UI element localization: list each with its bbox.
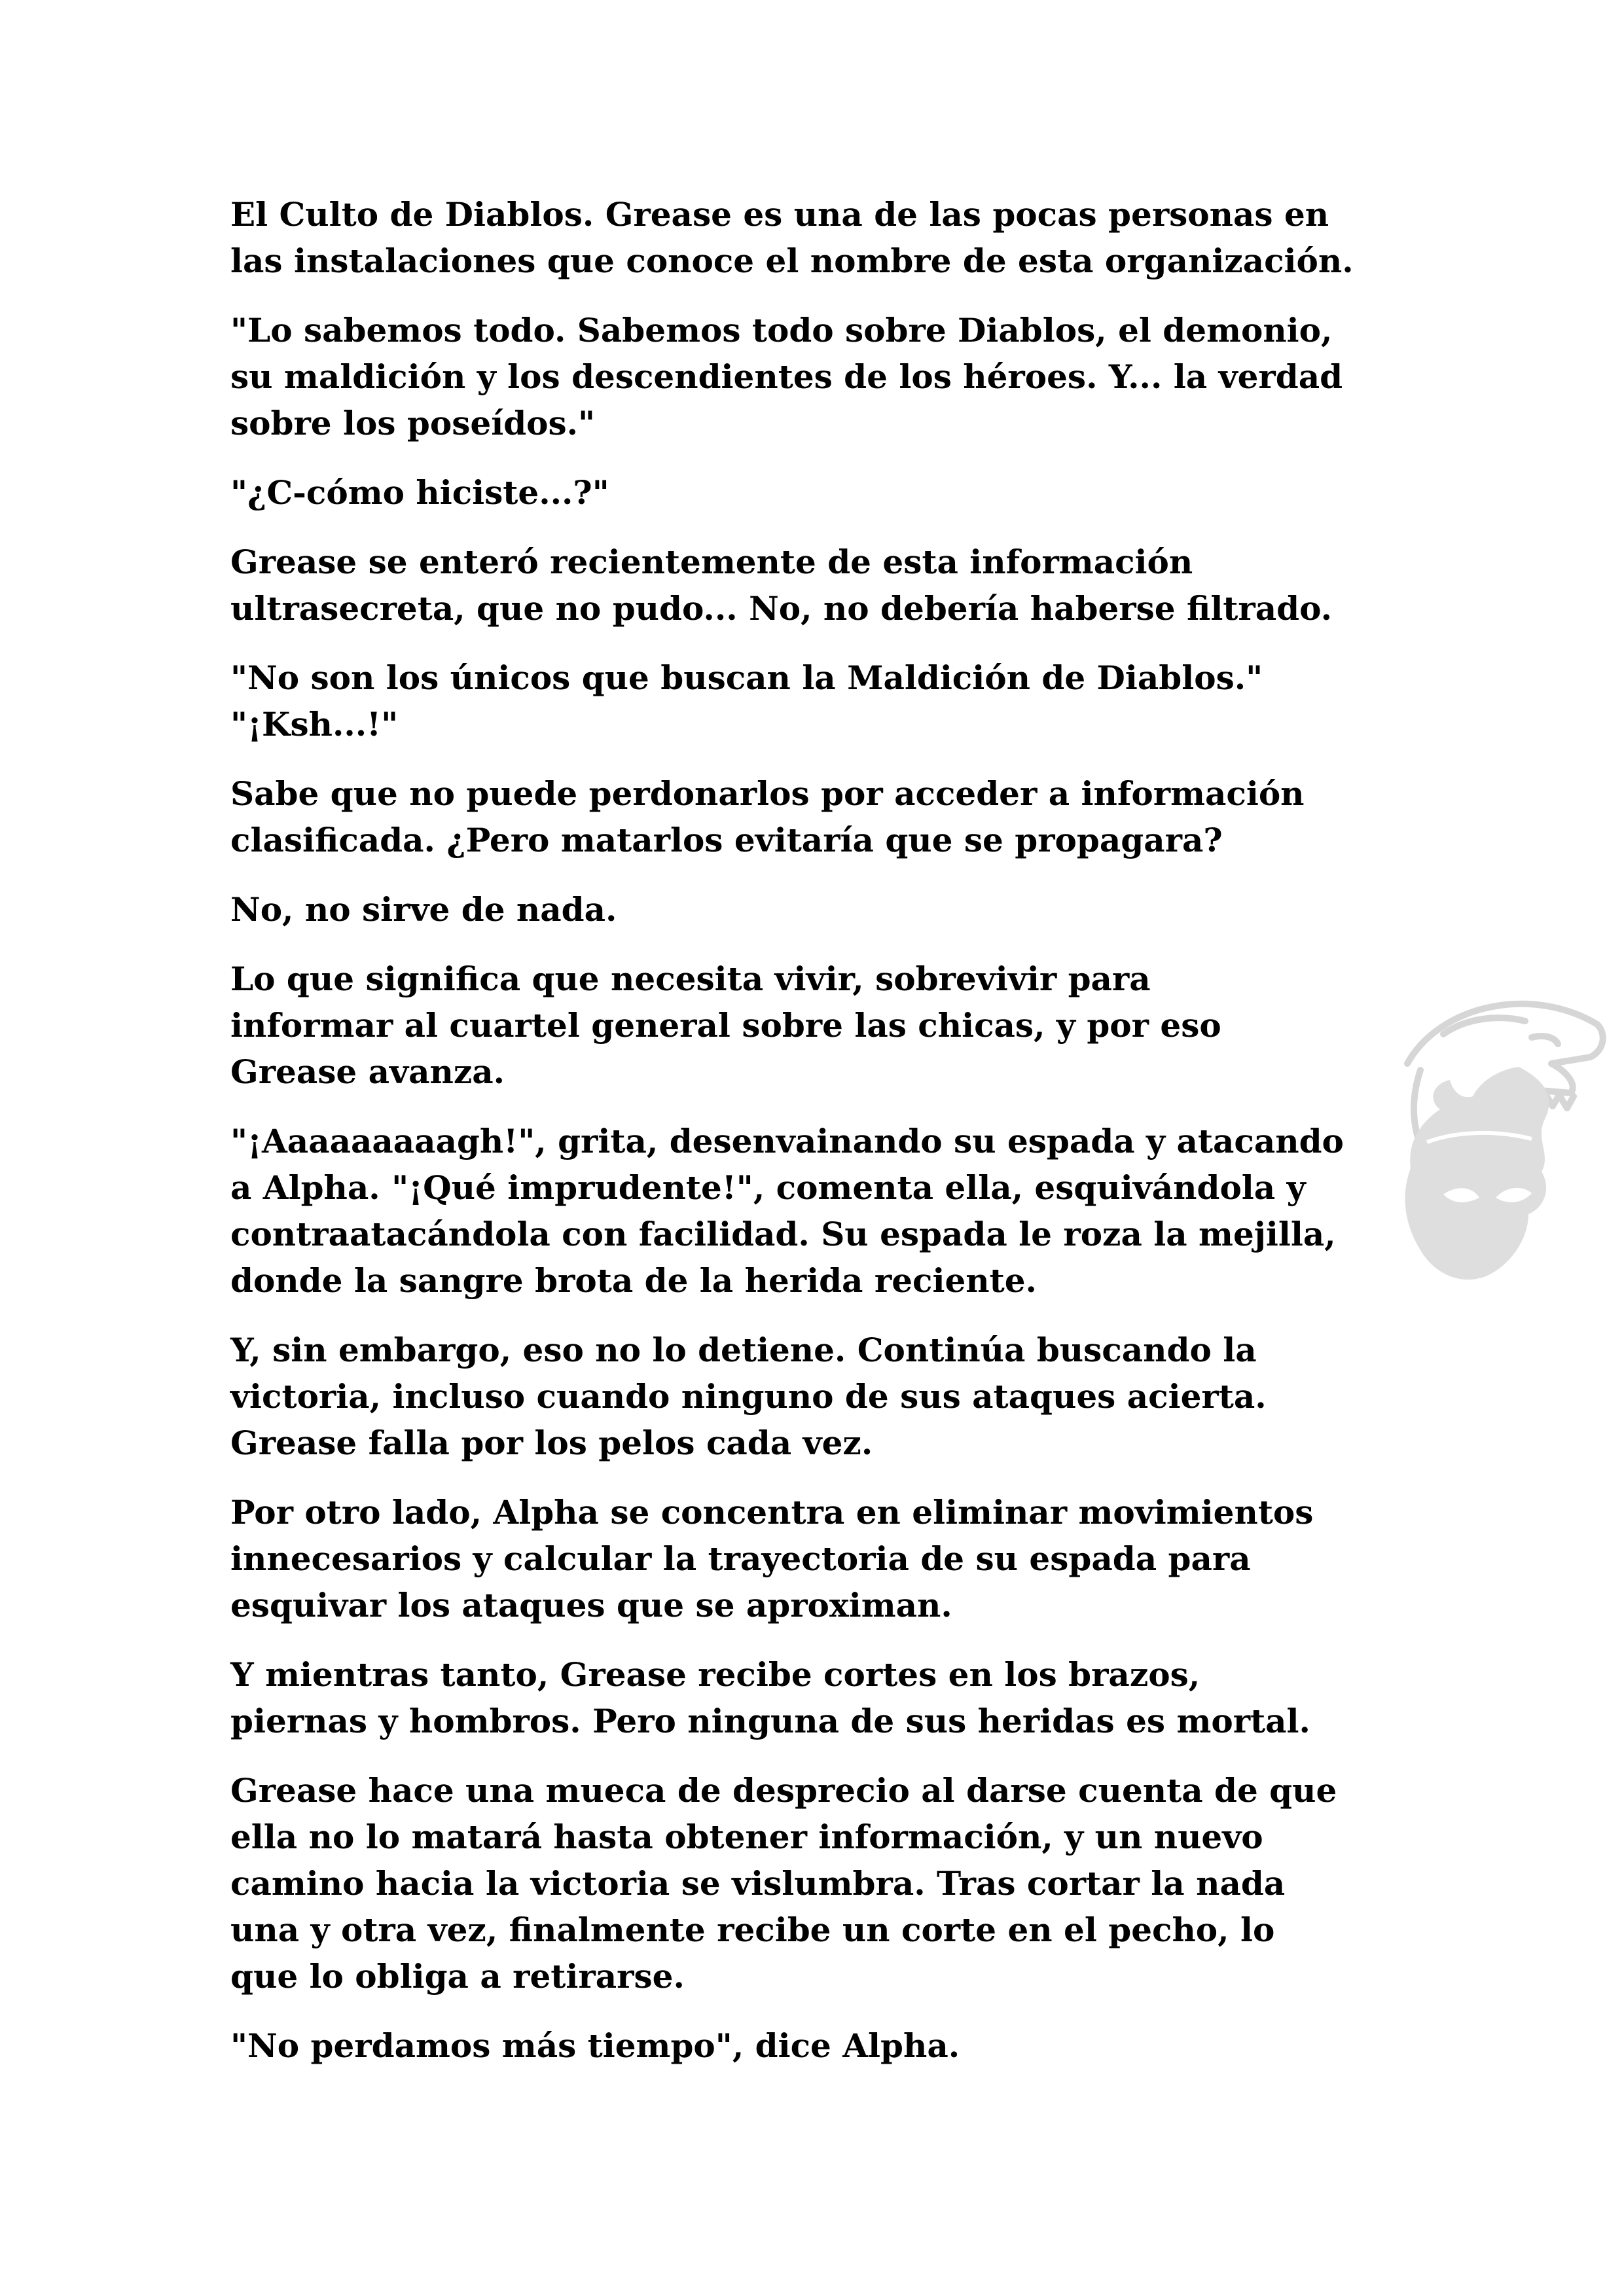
text-line: "No son los únicos que buscan la Maldición de Diablos." xyxy=(230,658,1263,697)
text-line: que lo obliga a retirarse. xyxy=(230,1957,685,1996)
text-line: donde la sangre brota de la herida reciente. xyxy=(230,1261,1037,1300)
paragraph xyxy=(230,469,1402,516)
text-line: contraatacándola con facilidad. Su espada le roza la mejilla, xyxy=(230,1215,1336,1253)
text-line: ella no lo matará hasta obtener información, y un nuevo xyxy=(230,1818,1263,1856)
text-line: ultrasecreta, que no pudo... No, no debería haberse filtrado. xyxy=(230,589,1332,628)
text-line: una y otra vez, finalmente recibe un corte en el pecho, lo xyxy=(230,1910,1275,1949)
paragraph xyxy=(230,1651,1402,1744)
text-line: Grease avanza. xyxy=(230,1052,505,1091)
text-line: "¡Aaaaaaaaagh!", grita, desenvainando su espada y atacando xyxy=(230,1122,1344,1160)
text-line: "No perdamos más tiempo", dice Alpha. xyxy=(230,2026,960,2065)
text-line: piernas y hombros. Pero ninguna de sus heridas es mortal. xyxy=(230,1702,1310,1740)
paragraph xyxy=(230,956,1402,1095)
text-line: Por otro lado, Alpha se concentra en eliminar movimientos xyxy=(230,1493,1314,1532)
text-line: innecesarios y calcular la trayectoria de su espada para xyxy=(230,1539,1251,1578)
text-line: camino hacia la victoria se vislumbra. Tras cortar la nada xyxy=(230,1864,1286,1903)
text-line: Y mientras tanto, Grease recibe cortes en los brazos, xyxy=(230,1655,1200,1694)
paragraph xyxy=(230,1327,1402,1466)
text-line: victoria, incluso cuando ninguno de sus ataques acierta. xyxy=(230,1377,1267,1416)
paragraph xyxy=(230,1767,1402,2000)
paragraph xyxy=(230,539,1402,632)
text-line: informar al cuartel general sobre las chicas, y por eso xyxy=(230,1006,1221,1045)
text-line: "¿C-cómo hiciste...?" xyxy=(230,473,609,512)
paragraph xyxy=(230,1118,1402,1304)
text-line: Lo que significa que necesita vivir, sobrevivir para xyxy=(230,960,1151,998)
text-line: Sabe que no puede perdonarlos por acceder a información xyxy=(230,774,1305,813)
text-line: las instalaciones que conoce el nombre de esta organización. xyxy=(230,242,1354,280)
text-line: Grease hace una mueca de desprecio al darse cuenta de que xyxy=(230,1771,1337,1810)
text-line: "¡Ksh...!" xyxy=(230,705,399,744)
paragraph xyxy=(230,655,1402,747)
text-line: Grease se enteró recientemente de esta información xyxy=(230,543,1193,581)
text-line: a Alpha. "¡Qué imprudente!", comenta ella, esquivándola y xyxy=(230,1168,1306,1207)
paragraph xyxy=(230,1489,1402,1628)
text-line: clasificada. ¿Pero matarlos evitaría que se propagara? xyxy=(230,821,1223,859)
text-line: su maldición y los descendientes de los héroes. Y... la verdad xyxy=(230,357,1343,396)
text-line: No, no sirve de nada. xyxy=(230,890,617,929)
paragraph xyxy=(230,191,1402,284)
body-text xyxy=(230,191,1402,2092)
text-line: Grease falla por los pelos cada vez. xyxy=(230,1424,873,1462)
paragraph xyxy=(230,2022,1402,2069)
text-line: El Culto de Diablos. Grease es una de las pocas personas en xyxy=(230,195,1329,234)
text-line: "Lo sabemos todo. Sabemos todo sobre Diablos, el demonio, xyxy=(230,311,1333,350)
dinosaur-logo-icon xyxy=(1381,978,1610,1293)
paragraph xyxy=(230,770,1402,863)
text-line: sobre los poseídos." xyxy=(230,404,596,442)
text-line: esquivar los ataques que se aproximan. xyxy=(230,1586,952,1624)
paragraph xyxy=(230,886,1402,933)
paragraph xyxy=(230,307,1402,446)
text-line: Y, sin embargo, eso no lo detiene. Continúa buscando la xyxy=(230,1331,1257,1369)
